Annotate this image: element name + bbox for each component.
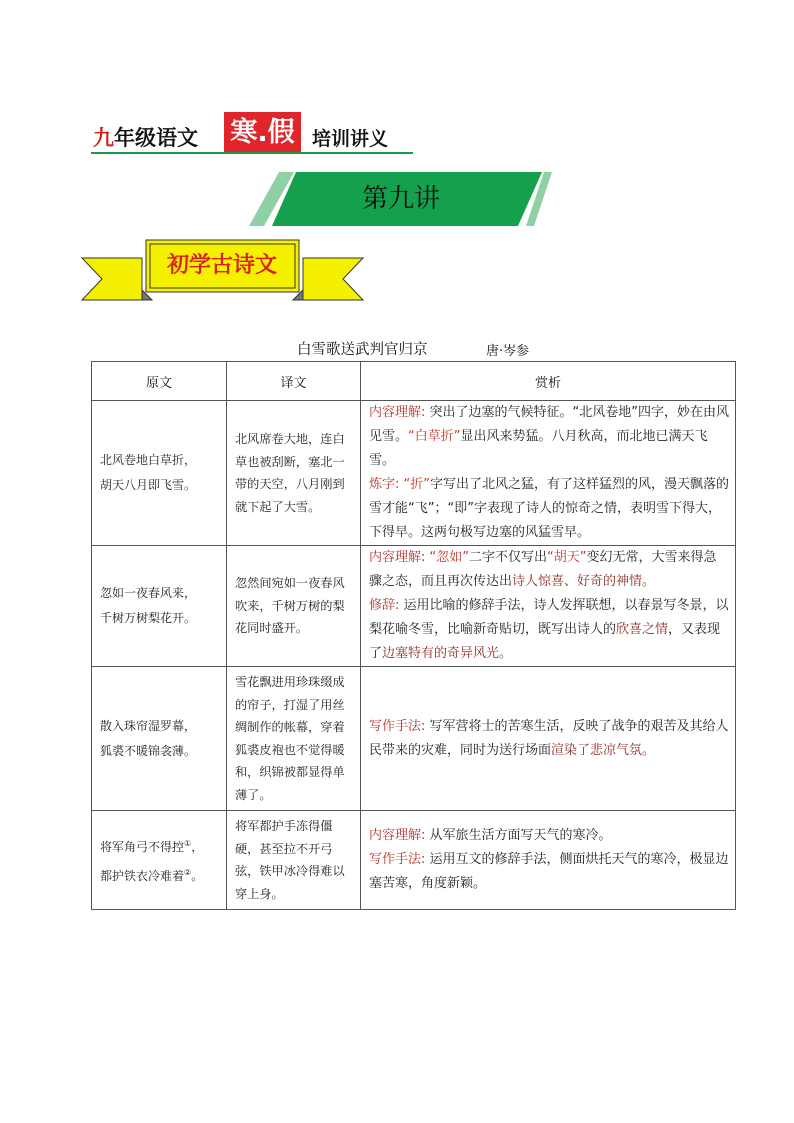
section-title: 初学古诗文 — [166, 253, 277, 278]
analysis-span: 字写出了北风之猛，有了这样猛烈的风，漫天飘落的雪才能“飞”；“即”字表现了诗人的惊奇之情，表明雪下得大，下得早。这两句极写边塞的风猛雪早。 — [369, 477, 730, 540]
analysis-span: ，又表现了 — [369, 622, 721, 661]
analysis-quote: “白草折” — [408, 429, 461, 444]
original-line: 胡天八月即飞雪。 — [100, 478, 197, 492]
original-line-text: 将军角弓不得控 — [100, 840, 185, 854]
analysis-label: 炼字: — [369, 477, 400, 492]
analysis-label: 内容理解: — [369, 550, 426, 565]
analysis-label: 内容理解: — [369, 405, 426, 420]
original-line — [100, 860, 218, 889]
original-line: 狐裘不暖锦衾薄。 — [100, 743, 197, 758]
lecture-banner — [246, 170, 556, 228]
period: 。 — [191, 869, 204, 883]
analysis-paragraph — [369, 824, 729, 848]
footnote-marker: ② — [184, 868, 192, 877]
analysis-paragraph — [369, 546, 729, 594]
section-ribbon — [80, 238, 365, 304]
translation-text: 将军都护手冻得僵硬，甚至拉不开弓弦，铁甲冰冷得难以穿上身。 — [227, 811, 361, 910]
translation-text: 忽然间宛如一夜春风吹来，千树万树的梨花同时盛开。 — [227, 546, 361, 667]
header-grade-rest: 年级语文 — [114, 126, 198, 150]
header-translation: 译文 — [227, 362, 361, 401]
header-analysis: 赏析 — [361, 362, 736, 401]
original-line — [100, 831, 218, 860]
analysis-span: 运用互文的修辞手法，侧面烘托天气的寒冷，极显边塞苦寒，角度新颖。 — [369, 852, 729, 891]
analysis-span: 显出风来势猛。八月秋高，而北地已满天飞雪。 — [369, 429, 708, 468]
analysis-paragraph — [369, 715, 729, 763]
original-line: 千树万树梨花开。 — [100, 611, 197, 625]
analysis-label: 写作手法: — [369, 718, 426, 734]
table-row — [92, 546, 736, 667]
header-underline — [91, 152, 413, 154]
analysis-quote: “胡天” — [547, 550, 587, 565]
original-text — [92, 546, 227, 667]
analysis-span: 变幻无常，大雪来得急骤之态，而且再次传达出 — [369, 550, 717, 589]
table-row — [92, 811, 736, 910]
analysis-highlight: 诗人惊喜、好奇的神情。 — [512, 574, 656, 589]
header-grade-char: 九 — [93, 126, 114, 150]
analysis-table — [91, 361, 736, 910]
original-line: 北风卷地白草折， — [100, 453, 197, 467]
analysis-span: 二字不仅写出 — [469, 550, 548, 565]
analysis-label: 修辞: — [369, 598, 400, 613]
translation-text: 雪花飘进用珍珠缀成的帘子，打湿了用丝绸制作的帐幕，穿着狐裘皮袍也不觉得暖和，织锦被都显得单薄了。 — [227, 667, 361, 811]
analysis-paragraph — [369, 848, 729, 896]
analysis-span: 写军营将士的苦寒生活，反映了战争的艰苦及其给人民带来的灾难，同时为送行场面 — [369, 718, 729, 758]
analysis-label: 写作手法: — [369, 852, 426, 867]
analysis-text — [361, 667, 736, 811]
analysis-quote: “忽如” — [425, 550, 469, 565]
translation-text: 北风席卷大地，连白草也被刮断，塞北一带的天空，八月刚到就下起了大雪。 — [227, 401, 361, 546]
analysis-label: 内容理解: — [369, 828, 426, 843]
analysis-quote: “折” — [399, 477, 430, 492]
analysis-highlight: 渲染了悲凉气氛。 — [551, 742, 656, 758]
analysis-span: 运用比喻的修辞手法，诗人发挥联想，以春景写冬景，以梨花喻冬雪，比喻新奇贴切，既写出诗人的 — [369, 598, 729, 637]
analysis-span: 从军旅生活方面写天气的寒冷。 — [425, 828, 612, 843]
table-row — [92, 401, 736, 546]
analysis-text — [361, 401, 736, 546]
analysis-span: 突出了边塞的气候特征。“北风卷地”四字，妙在由风见雪。 — [369, 405, 729, 444]
analysis-paragraph — [369, 473, 729, 545]
analysis-paragraph — [369, 594, 729, 666]
original-line-text: 都护铁衣冷难着 — [100, 869, 185, 883]
header-season-badge: 寒.假 — [224, 112, 301, 153]
original-text — [92, 401, 227, 546]
header-grade — [93, 122, 198, 152]
table-header-row — [92, 362, 736, 401]
original-text — [92, 667, 227, 811]
header-series: 培训讲义 — [312, 128, 389, 150]
analysis-highlight: 边塞特有的奇异风光。 — [382, 646, 513, 661]
original-text — [92, 811, 227, 910]
poem-title: 白雪歌送武判官归京 — [297, 342, 428, 358]
lecture-title: 第九讲 — [361, 184, 440, 214]
analysis-paragraph — [369, 401, 729, 473]
footnote-marker: ① — [184, 839, 192, 848]
original-line: 散入珠帘湿罗幕， — [100, 718, 197, 733]
table-row — [92, 667, 736, 811]
analysis-text — [361, 546, 736, 667]
original-line: 忽如一夜春风来， — [100, 586, 197, 600]
analysis-highlight: 欣喜之情 — [616, 622, 669, 637]
analysis-text — [361, 811, 736, 910]
comma: ， — [191, 840, 204, 854]
poem-author: 唐·岑参 — [486, 344, 530, 359]
header-original: 原文 — [92, 362, 227, 401]
header-strip — [91, 112, 413, 154]
